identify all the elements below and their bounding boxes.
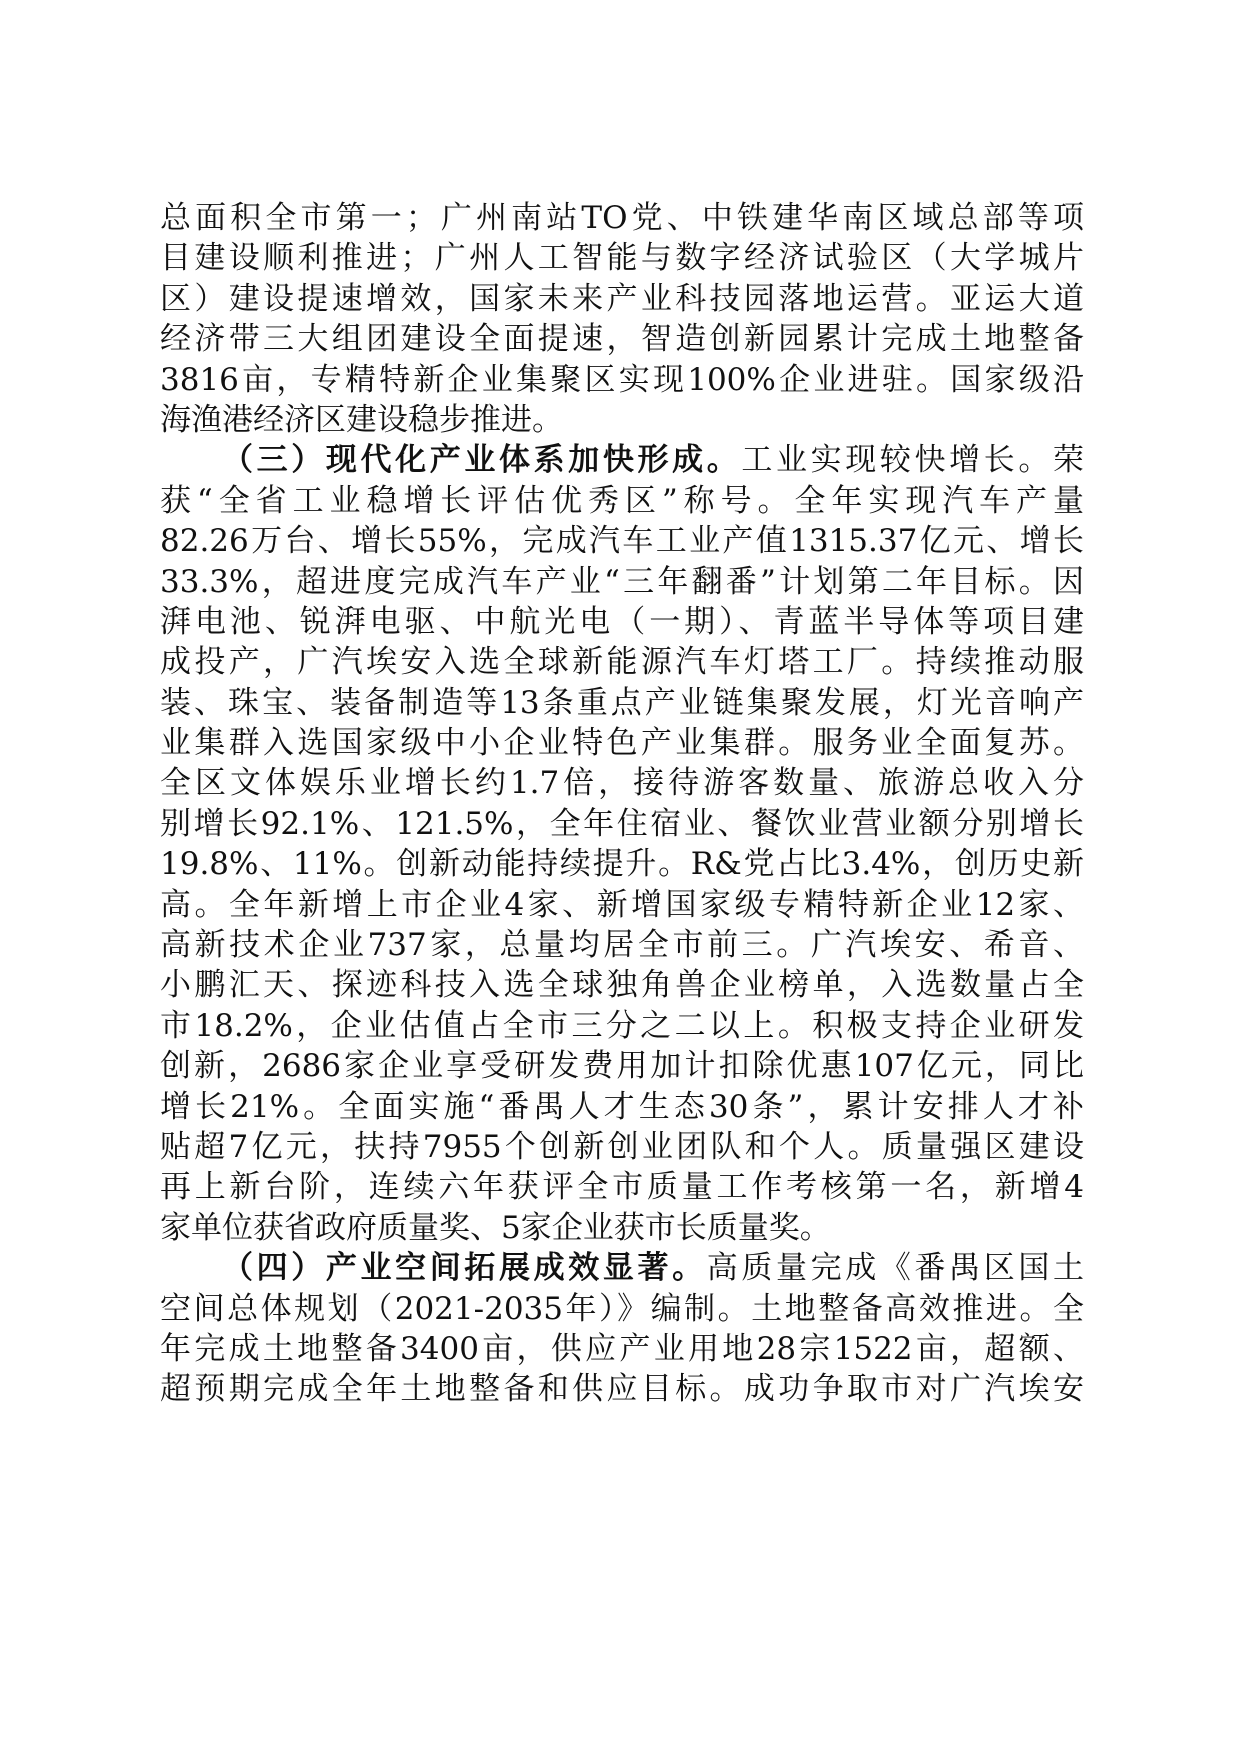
text-line [160,1046,1084,1086]
text-run: 再上新台阶，连续六年获评全市质量工作考核第一名，新增4 [160,1169,1084,1206]
text-line [160,925,1084,965]
text-run: 小鹏汇天、探迹科技入选全球独角兽企业榜单，入选数量占全 [160,967,1084,1004]
text-line [160,1167,1084,1207]
text-run: 经济带三大组团建设全面提速，智造创新园累计完成土地整备 [160,321,1084,358]
text-run: 33.3%，超进度完成汽车产业“三年翻番”计划第二年目标。因 [160,563,1084,600]
text-line [160,642,1084,682]
text-line [160,1329,1084,1369]
text-run: 3816亩，专精特新企业集聚区实现100%企业进驻。国家级沿 [160,361,1084,398]
text-line [160,1087,1084,1127]
text-line [160,965,1084,1005]
text-line [160,1127,1084,1167]
text-line [160,521,1084,561]
text-run: 总面积全市第一；广州南站TO党、中铁建华南区域总部等项 [160,200,1084,236]
text-run: 年完成土地整备3400亩，供应产业用地28宗1522亩，超额、 [160,1330,1084,1367]
text-line [160,1289,1084,1329]
section-heading: （四）产业空间拓展成效显著。 [222,1250,707,1287]
text-run: 高新技术企业737家，总量均居全市前三。广汽埃安、希音、 [160,927,1084,964]
text-run: 湃电池、锐湃电驱、中航光电（一期）、青蓝半导体等项目建 [160,603,1084,640]
text-run: 别增长92.1%、121.5%，全年住宿业、餐饮业营业额分别增长 [160,805,1084,842]
text-line [160,279,1084,319]
text-run: 高。全年新增上市企业4家、新增国家级专精特新企业12家、 [160,886,1084,923]
text-run: 工业实现较快增长。荣 [741,442,1084,479]
text-run: 获“全省工业稳增长评估优秀区”称号。全年实现汽车产量 [160,482,1084,519]
text-line [160,440,1084,480]
text-run: 空间总体规划（2021-2035年）》编制。土地整备高效推进。全 [160,1290,1084,1327]
text-run: 目建设顺利推进；广州人工智能与数字经济试验区（大学城片 [160,240,1084,277]
text-line [160,360,1084,400]
text-line [160,1369,1084,1409]
text-line [160,562,1084,602]
text-run: 超预期完成全年土地整备和供应目标。成功争取市对广汽埃安 [160,1371,1084,1408]
text-run: 海渔港经济区建设稳步推进。 [160,401,563,438]
text-line [160,198,1084,238]
text-line [160,804,1084,844]
text-line [160,763,1084,803]
text-line [160,481,1084,521]
text-line [160,844,1084,884]
text-run: 区）建设提速增效，国家未来产业科技园落地运营。亚运大道 [160,280,1084,317]
text-line [160,885,1084,925]
document-page [160,198,1084,1410]
text-run: 创新，2686家企业享受研发费用加计扣除优惠107亿元，同比 [160,1048,1084,1085]
text-run: 高质量完成《番禺区国土 [706,1250,1084,1287]
text-run: 贴超7亿元，扶持7955个创新创业团队和个人。质量强区建设 [160,1128,1084,1165]
paragraph-1 [160,198,1084,440]
text-line [160,319,1084,359]
text-run: 82.26万台、增长55%，完成汽车工业产值1315.37亿元、增长 [160,523,1084,560]
text-line [160,602,1084,642]
text-line [160,1208,1084,1248]
text-run: 全区文体娱乐业增长约1.7倍，接待游客数量、旅游总收入分 [160,765,1084,802]
text-run: 增长21%。全面实施“番禺人才生态30条”，累计安排人才补 [160,1088,1084,1125]
text-run: 成投产，广汽埃安入选全球新能源汽车灯塔工厂。持续推动服 [160,644,1084,681]
text-run: 市18.2%，企业估值占全市三分之二以上。积极支持企业研发 [160,1007,1084,1044]
text-run: 家单位获省政府质量奖、5家企业获市长质量奖。 [160,1209,831,1246]
text-line [160,723,1084,763]
text-run: 业集群入选国家级中小企业特色产业集群。服务业全面复苏。 [160,725,1084,762]
text-line [160,1248,1084,1288]
section-heading: （三）现代化产业体系加快形成。 [222,442,742,479]
text-run: 装、珠宝、装备制造等13条重点产业链集聚发展，灯光音响产 [160,684,1084,721]
paragraph-3 [160,1248,1084,1410]
text-run: 19.8%、11%。创新动能持续提升。R&党占比3.4%，创历史新 [160,846,1084,883]
text-line [160,238,1084,278]
text-line [160,1006,1084,1046]
text-line [160,683,1084,723]
text-line [160,400,1084,440]
paragraph-2 [160,440,1084,1248]
